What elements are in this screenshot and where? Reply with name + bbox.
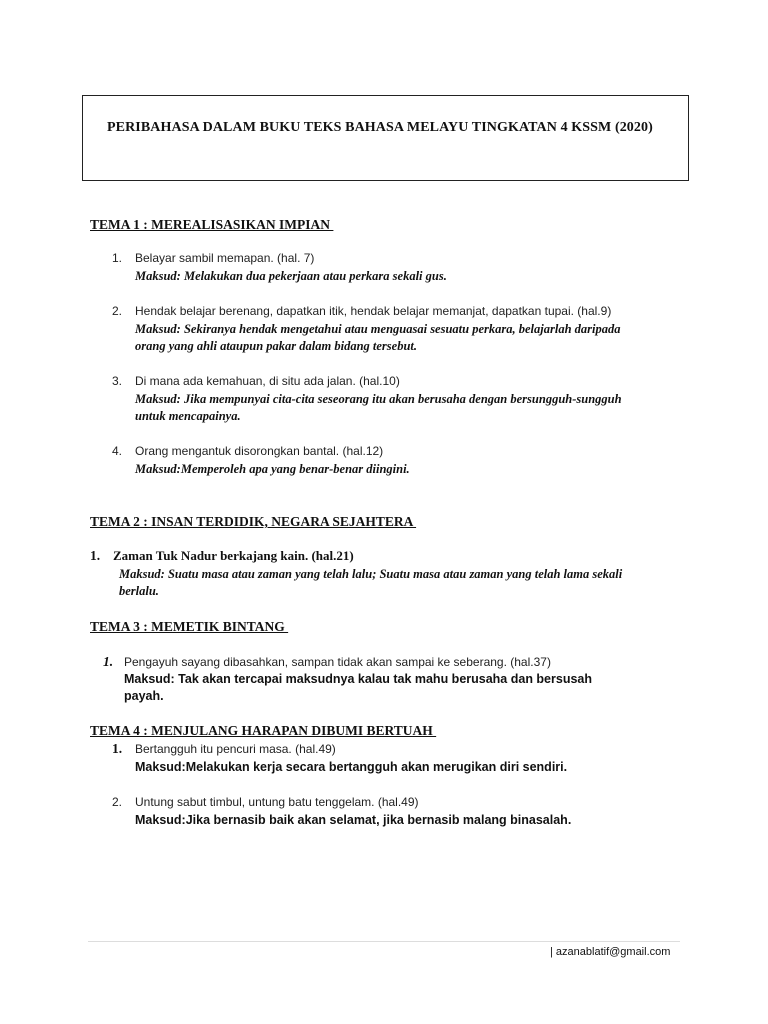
item-number: 4. xyxy=(112,444,123,458)
proverb-meaning: Maksud:Melakukan kerja secara bertangguh akan merugikan diri sendiri. xyxy=(135,760,568,774)
item-number: 2. xyxy=(112,795,123,809)
proverb-meaning: Maksud: Tak akan tercapai maksudnya kalau tak mahu berusaha dan bersusah xyxy=(124,672,593,686)
proverb-meaning: orang yang ahli ataupun pakar dalam bidang tersebut. xyxy=(135,339,418,353)
item-number: 2. xyxy=(112,304,123,318)
proverb-text: Pengayuh sayang dibasahkan, sampan tidak akan sampai ke seberang. (hal.37) xyxy=(124,655,551,669)
proverb-meaning: payah. xyxy=(124,689,164,703)
proverb-meaning: Maksud: Melakukan dua pekerjaan atau perkara sekali gus. xyxy=(135,269,447,283)
proverb-meaning: berlalu. xyxy=(119,584,159,598)
item-number: 3. xyxy=(112,374,123,388)
document-title: PERIBAHASA DALAM BUKU TEKS BAHASA MELAYU TINGKATAN 4 KSSM (2020) xyxy=(107,120,653,135)
proverb-text: Di mana ada kemahuan, di situ ada jalan. (hal.10) xyxy=(135,374,400,388)
proverb-meaning: untuk mencapainya. xyxy=(135,409,241,423)
proverb-meaning: Maksud:Jika bernasib baik akan selamat, jika bernasib malang binasalah. xyxy=(135,813,572,827)
proverb-text: Zaman Tuk Nadur berkajang kain. (hal.21) xyxy=(113,548,354,563)
theme-3-heading: TEMA 3 : MEMETIK BINTANG xyxy=(90,619,289,634)
item-number: 1. xyxy=(90,548,101,563)
proverb-text: Belayar sambil memapan. (hal. 7) xyxy=(135,251,315,265)
title-box xyxy=(82,95,689,181)
item-number: 1. xyxy=(112,741,123,756)
theme-4-heading: TEMA 4 : MENJULANG HARAPAN DIBUMI BERTUAH xyxy=(90,723,437,738)
proverb-text: Bertangguh itu pencuri masa. (hal.49) xyxy=(135,742,336,756)
proverb-text: Orang mengantuk disorongkan bantal. (hal.12) xyxy=(135,444,384,458)
proverb-meaning: Maksud: Jika mempunyai cita-cita seseorang itu akan berusaha dengan bersungguh-sungguh xyxy=(135,392,622,406)
proverb-text: Untung sabut timbul, untung batu tenggelam. (hal.49) xyxy=(135,795,419,809)
theme-1-heading: TEMA 1 : MEREALISASIKAN IMPIAN xyxy=(90,217,334,232)
theme-2-heading: TEMA 2 : INSAN TERDIDIK, NEGARA SEJAHTERA xyxy=(90,514,417,529)
footer-divider xyxy=(88,941,680,942)
item-number: 1. xyxy=(112,251,123,265)
proverb-meaning: Maksud:Memperoleh apa yang benar-benar diingini. xyxy=(135,462,410,476)
proverb-meaning: Maksud: Suatu masa atau zaman yang telah lalu; Suatu masa atau zaman yang telah lama sekali xyxy=(119,567,623,581)
footer-email: | azanablatif@gmail.com xyxy=(550,946,671,958)
item-number: 1. xyxy=(103,654,114,669)
proverb-meaning: Maksud: Sekiranya hendak mengetahui atau menguasai sesuatu perkara, belajarlah daripada xyxy=(135,322,621,336)
proverb-text: Hendak belajar berenang, dapatkan itik, hendak belajar memanjat, dapatkan tupai. (hal.9) xyxy=(135,304,612,318)
